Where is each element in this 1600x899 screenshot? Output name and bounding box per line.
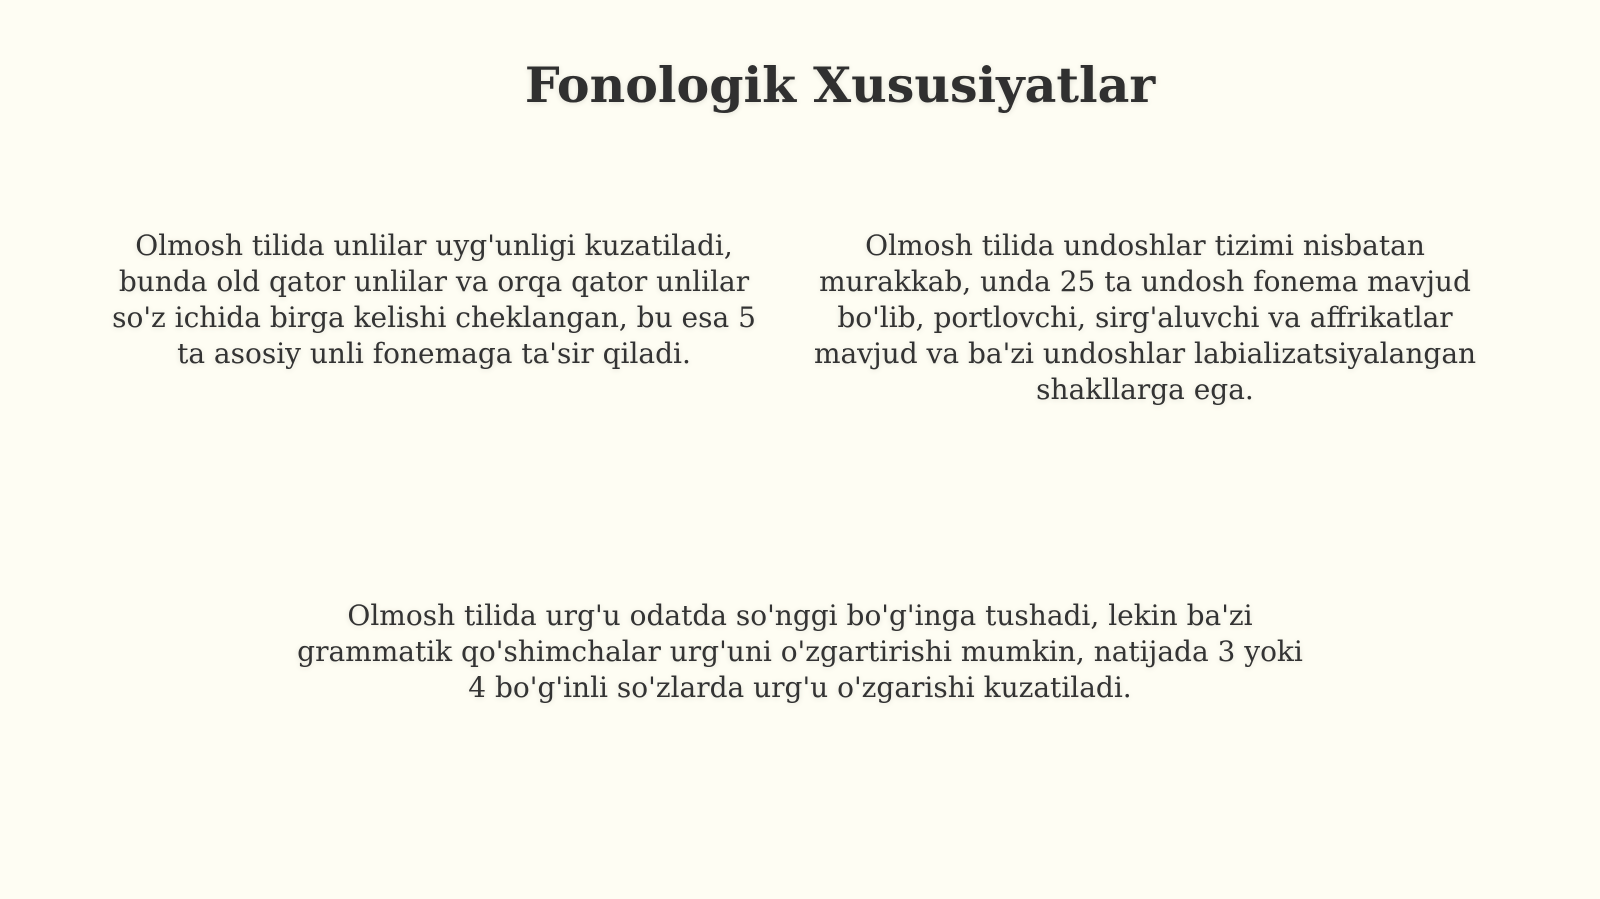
vowels-paragraph: Olmosh tilida unlilar uyg'unligi kuzatiladi, bunda old qator unlilar va orqa qator unlilar so'z ichida birga kelishi cheklangan, bu esa 5 ta asosiy unli fonemaga ta'sir qiladi.: [112, 229, 756, 370]
stress-paragraph: Olmosh tilida urg'u odatda so'nggi bo'g'inga tushadi, lekin ba'zi grammatik qo'shimchalar urg'uni o'zgartirishi mumkin, natijada 3 yoki 4 bo'g'inli so'zlarda urg'u o'zgarishi kuzatiladi.: [297, 599, 1303, 704]
consonants-paragraph: Olmosh tilida undoshlar tizimi nisbatan murakkab, unda 25 ta undosh fonema mavjud bo'lib, portlovchi, sirg'aluvchi va affrikatlar mavjud va ba'zi undoshlar labializatsiyalangan shakllarga ega.: [813, 229, 1477, 406]
slide-title: Fonologik Xususiyatlar: [524, 56, 1156, 114]
